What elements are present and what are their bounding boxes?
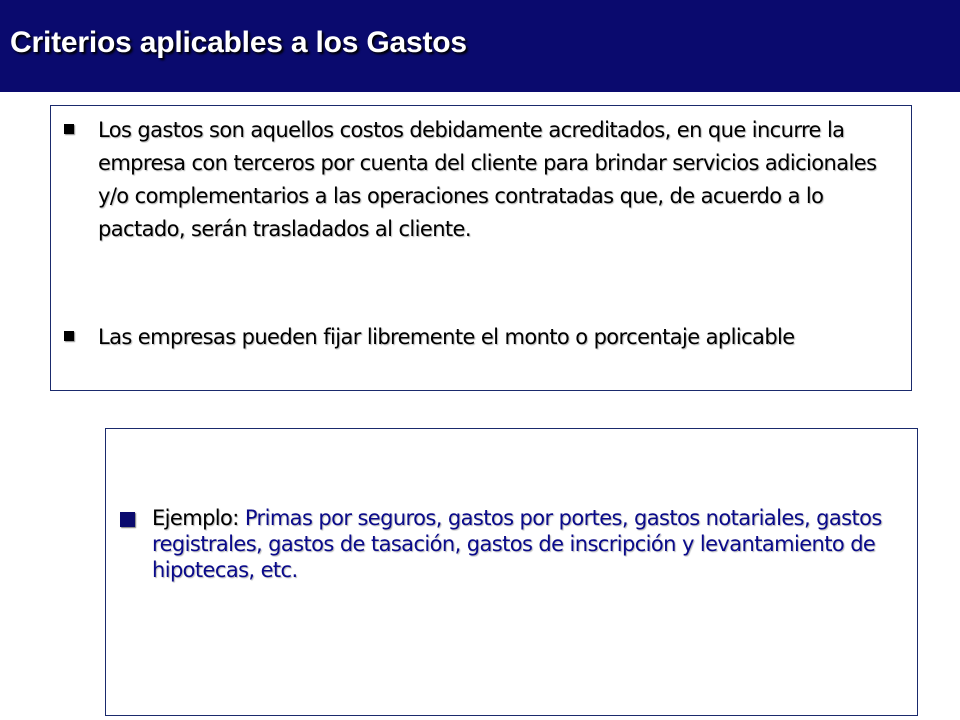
square-bullet-icon [120,512,135,527]
bullet-text: Los gastos son aquellos costos debidamente acreditados, en que incurre la empresa con terceros por cuenta del cliente para brindar servicios adicionales y/o complementarios a las operaciones contratadas que, de acuerdo a lo pactado, serán trasladados al cliente. [98,118,877,241]
slide-title: Criterios aplicables a los Gastos [10,26,467,59]
example-content: Primas por seguros, gastos por portes, gastos notariales, gastos registrales, gastos de tasación, gastos de inscripción y levantamiento de hipotecas, etc. [152,506,882,582]
example-box [105,428,918,716]
square-bullet-icon [64,124,74,134]
definition-box [50,105,912,391]
example-label: Ejemplo: [152,506,239,530]
title-bar [0,0,960,92]
square-bullet-icon [64,331,74,341]
bullet-text: Las empresas pueden fijar libremente el monto o porcentaje aplicable [98,325,795,349]
example-text [152,505,897,583]
